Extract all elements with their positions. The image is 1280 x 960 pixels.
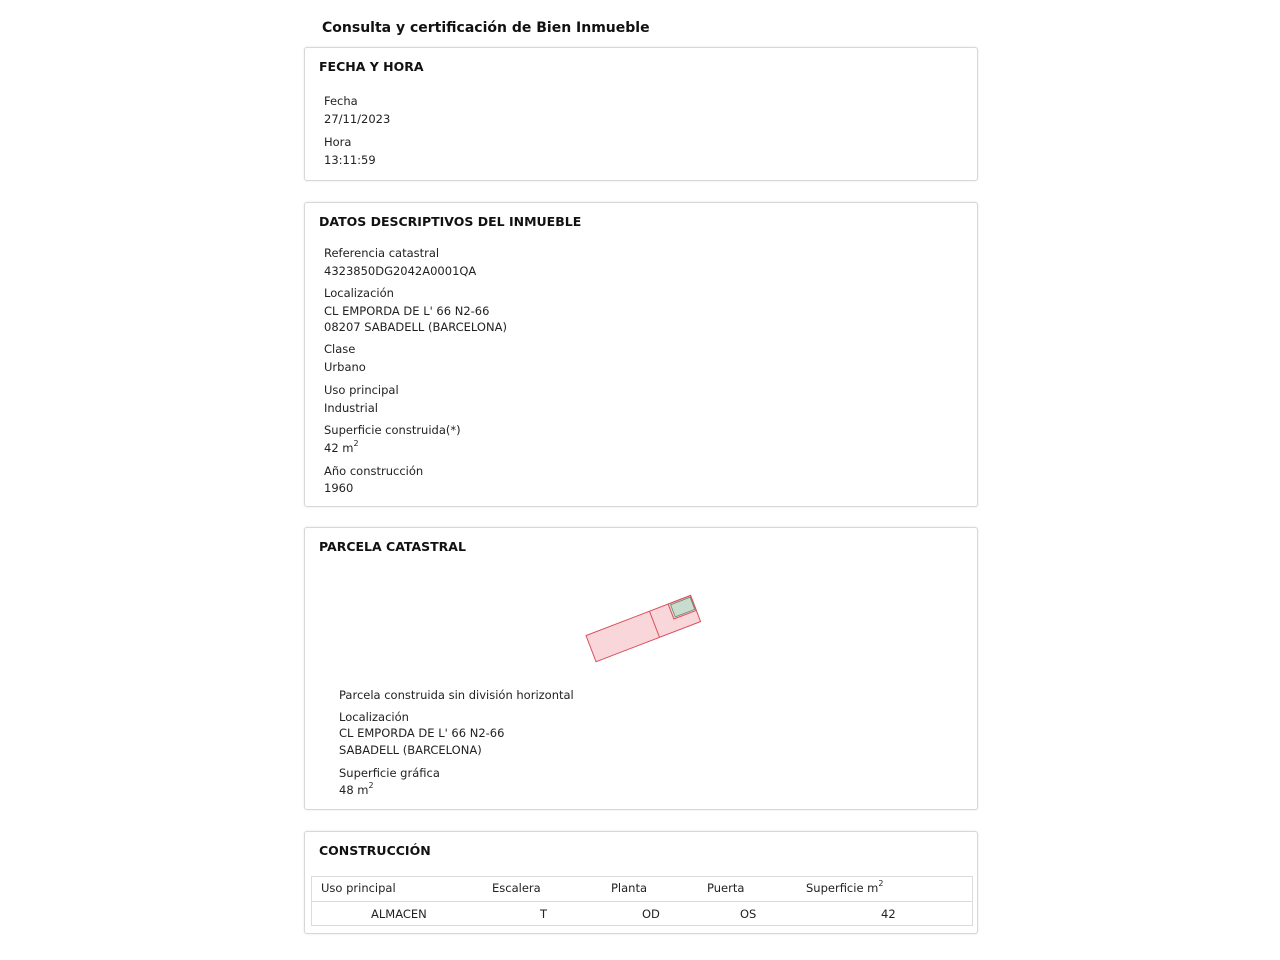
superficie-grafica-value: 48 $m^2$ xyxy=(339,781,374,797)
uso-principal-value: Industrial xyxy=(324,401,378,415)
parcela-localizacion-line1: CL EMPORDA DE L' 66 N2-66 xyxy=(339,726,505,740)
superficie-construida-value: 42 $m^2$ xyxy=(324,439,359,455)
construccion-title: CONSTRUCCIÓN xyxy=(319,843,431,858)
superficie-grafica-label: Superficie gráfica xyxy=(339,766,440,780)
parcela-localizacion-label: Localización xyxy=(339,710,409,724)
cell-planta: OD xyxy=(642,907,660,921)
referencia-label: Referencia catastral xyxy=(324,246,440,260)
fecha-label: Fecha xyxy=(324,94,358,108)
parcela-tipo: Parcela construida sin división horizontal xyxy=(339,688,574,702)
cell-uso: ALMACEN xyxy=(371,907,427,921)
clase-label: Clase xyxy=(324,342,356,356)
construccion-table xyxy=(311,876,973,926)
uso-principal-label: Uso principal xyxy=(324,383,399,397)
datos-descriptivos-title: DATOS DESCRIPTIVOS DEL INMUEBLE xyxy=(319,214,582,229)
hora-value: 13:11:59 xyxy=(324,153,376,167)
anio-construccion-value: 1960 xyxy=(324,481,354,495)
parcela-catastral-title: PARCELA CATASTRAL xyxy=(319,539,466,554)
table-divider xyxy=(312,901,972,902)
col-header-uso: Uso principal xyxy=(321,881,396,895)
fecha-value: 27/11/2023 xyxy=(324,112,391,126)
cell-puerta: OS xyxy=(740,907,757,921)
clase-value: Urbano xyxy=(324,360,366,374)
cell-superficie: 42 xyxy=(881,907,896,921)
col-header-planta: Planta xyxy=(611,881,648,895)
parcela-localizacion-line2: SABADELL (BARCELONA) xyxy=(339,743,482,757)
cell-escalera: T xyxy=(540,907,548,921)
parcel-plan-map xyxy=(305,578,979,728)
localizacion-line2: 08207 SABADELL (BARCELONA) xyxy=(324,320,507,334)
col-header-puerta: Puerta xyxy=(707,881,745,895)
page-title: Consulta y certificación de Bien Inmueble xyxy=(322,20,650,36)
datos-descriptivos-card xyxy=(304,202,978,507)
localizacion-label: Localización xyxy=(324,286,394,300)
referencia-value: 4323850DG2042A0001QA xyxy=(324,264,477,278)
col-header-escalera: Escalera xyxy=(492,881,541,895)
superficie-construida-label: Superficie construida(*) xyxy=(324,423,461,437)
construccion-card xyxy=(304,831,978,934)
anio-construccion-label: Año construcción xyxy=(324,464,424,478)
fecha-hora-card xyxy=(304,47,978,181)
parcela-catastral-card xyxy=(304,527,978,810)
fecha-hora-title: FECHA Y HORA xyxy=(319,59,424,74)
localizacion-line1: CL EMPORDA DE L' 66 N2-66 xyxy=(324,304,490,318)
hora-label: Hora xyxy=(324,135,352,149)
col-header-superficie: Superficie $m^2$ xyxy=(806,879,884,895)
